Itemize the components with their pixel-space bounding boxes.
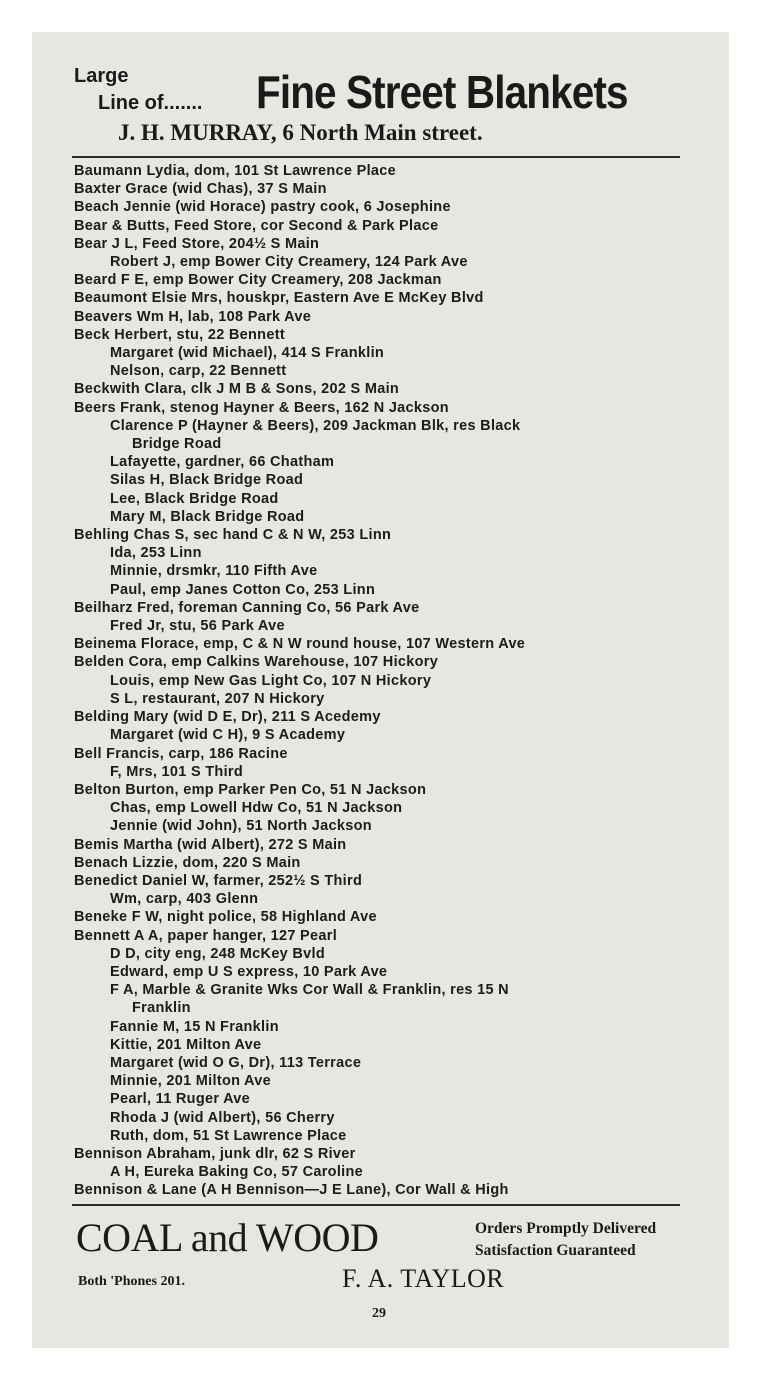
directory-entry: Edward, emp U S express, 10 Park Ave: [110, 963, 388, 980]
directory-entry: Beckwith Clara, clk J M B & Sons, 202 S Main: [74, 381, 400, 398]
directory-entry: Clarence P (Hayner & Beers), 209 Jackman Blk, res Black: [110, 417, 521, 434]
top-advertisement: [32, 32, 729, 160]
directory-entry: Behling Chas S, sec hand C & N W, 253 Linn: [74, 527, 392, 544]
directory-entry: Fred Jr, stu, 56 Park Ave: [110, 618, 285, 635]
phones-text: Both 'Phones 201.: [78, 1274, 185, 1289]
directory-entry: Baumann Lydia, dom, 101 St Lawrence Place: [74, 163, 397, 179]
orders-line: Orders Promptly Delivered: [475, 1220, 657, 1237]
directory-entry: Paul, emp Janes Cotton Co, 253 Linn: [110, 581, 376, 598]
directory-entry: Margaret (wid O G, Dr), 113 Terrace: [110, 1054, 362, 1071]
page-number: 29: [372, 1306, 386, 1321]
directory-entry: Bell Francis, carp, 186 Racine: [74, 745, 288, 762]
directory-entry: F A, Marble & Granite Wks Cor Wall & Franklin, res 15 N: [110, 982, 509, 999]
directory-entry: Baxter Grace (wid Chas), 37 S Main: [74, 181, 327, 198]
directory-entry: Fannie M, 15 N Franklin: [110, 1018, 279, 1035]
directory-entry: Bemis Martha (wid Albert), 272 S Main: [74, 836, 347, 853]
directory-entry: Mary M, Black Bridge Road: [110, 508, 305, 525]
directory-entry: Beilharz Fred, foreman Canning Co, 56 Park Ave: [74, 599, 420, 616]
ad-line-of-text: Line of.......: [98, 92, 203, 114]
bottom-advertisement: [32, 1204, 729, 1348]
directory-entry: Beaumont Elsie Mrs, houskpr, Eastern Ave E McKey Blvd: [74, 290, 484, 307]
advertiser-name: F. A. TAYLOR: [342, 1264, 505, 1293]
directory-entry: F, Mrs, 101 S Third: [110, 763, 244, 780]
directory-entry: Beers Frank, stenog Hayner & Beers, 162 N Jackson: [74, 399, 449, 416]
directory-entry: Benach Lizzie, dom, 220 S Main: [74, 854, 301, 871]
directory-entry: Margaret (wid C H), 9 S Academy: [110, 727, 346, 744]
directory-entry: Chas, emp Lowell Hdw Co, 51 N Jackson: [110, 800, 403, 817]
directory-entry: Benedict Daniel W, farmer, 252½ S Third: [74, 872, 363, 889]
ad-advertiser: J. H. MURRAY, 6 North Main street.: [118, 120, 483, 145]
directory-entry: Belden Cora, emp Calkins Warehouse, 107 Hickory: [74, 654, 439, 671]
directory-entry: Bennett A A, paper hanger, 127 Pearl: [74, 927, 338, 944]
directory-entry: Lee, Black Bridge Road: [110, 490, 279, 507]
ad-large-text: Large: [74, 65, 129, 87]
directory-entry: Franklin: [132, 1000, 191, 1017]
directory-entry: Beinema Florace, emp, C & N W round house, 107 Western Ave: [74, 636, 526, 653]
directory-entry: Beneke F W, night police, 58 Highland Ave: [74, 909, 377, 926]
directory-entry: Beavers Wm H, lab, 108 Park Ave: [74, 308, 312, 325]
directory-entry: Margaret (wid Michael), 414 S Franklin: [110, 345, 385, 362]
top-divider: [72, 156, 680, 158]
directory-entry: Bridge Road: [132, 436, 222, 453]
directory-entry: Ida, 253 Linn: [110, 545, 202, 562]
satisfaction-line: Satisfaction Guaranteed: [475, 1242, 636, 1259]
directory-entry: Minnie, 201 Milton Ave: [110, 1073, 272, 1090]
directory-entry: Minnie, drsmkr, 110 Fifth Ave: [110, 563, 318, 580]
directory-entry: Belton Burton, emp Parker Pen Co, 51 N Jackson: [74, 781, 427, 798]
directory-entry: A H, Eureka Baking Co, 57 Caroline: [110, 1164, 364, 1181]
directory-entry: Silas H, Black Bridge Road: [110, 472, 304, 489]
directory-entry: Bear & Butts, Feed Store, cor Second & Park Place: [74, 217, 439, 234]
directory-listing: [74, 162, 694, 1200]
directory-entry: Beard F E, emp Bower City Creamery, 208 Jackman: [74, 272, 442, 289]
coal-wood-headline: COAL and WOOD: [76, 1215, 379, 1260]
directory-entry: Rhoda J (wid Albert), 56 Cherry: [110, 1109, 335, 1126]
directory-entry: S L, restaurant, 207 N Hickory: [110, 690, 325, 707]
directory-entry: Bennison Abraham, junk dlr, 62 S River: [74, 1145, 356, 1162]
directory-entry: Ruth, dom, 51 St Lawrence Place: [110, 1127, 347, 1144]
directory-entry: Jennie (wid John), 51 North Jackson: [110, 818, 372, 835]
directory-entry: Louis, emp New Gas Light Co, 107 N Hickory: [110, 672, 432, 689]
directory-entry: Robert J, emp Bower City Creamery, 124 Park Ave: [110, 254, 468, 271]
directory-entry: Kittie, 201 Milton Ave: [110, 1036, 262, 1053]
directory-entry: Bear J L, Feed Store, 204½ S Main: [74, 235, 320, 252]
directory-entry: Nelson, carp, 22 Bennett: [110, 363, 287, 380]
directory-entry: Bennison & Lane (A H Bennison—J E Lane), Cor Wall & High: [74, 1182, 509, 1199]
directory-entry: D D, city eng, 248 McKey Bvld: [110, 945, 325, 962]
directory-page: [32, 32, 729, 1348]
ad-headline: Fine Street Blankets: [256, 66, 628, 118]
directory-entry: Belding Mary (wid D E, Dr), 211 S Acedemy: [74, 709, 381, 726]
directory-entry: Wm, carp, 403 Glenn: [110, 891, 259, 908]
ad-tagline: [475, 1218, 656, 1262]
directory-entry: Beck Herbert, stu, 22 Bennett: [74, 326, 285, 343]
directory-entry: Lafayette, gardner, 66 Chatham: [110, 454, 335, 471]
directory-entry: Beach Jennie (wid Horace) pastry cook, 6 Josephine: [74, 199, 451, 216]
directory-entry: Pearl, 11 Ruger Ave: [110, 1091, 251, 1108]
